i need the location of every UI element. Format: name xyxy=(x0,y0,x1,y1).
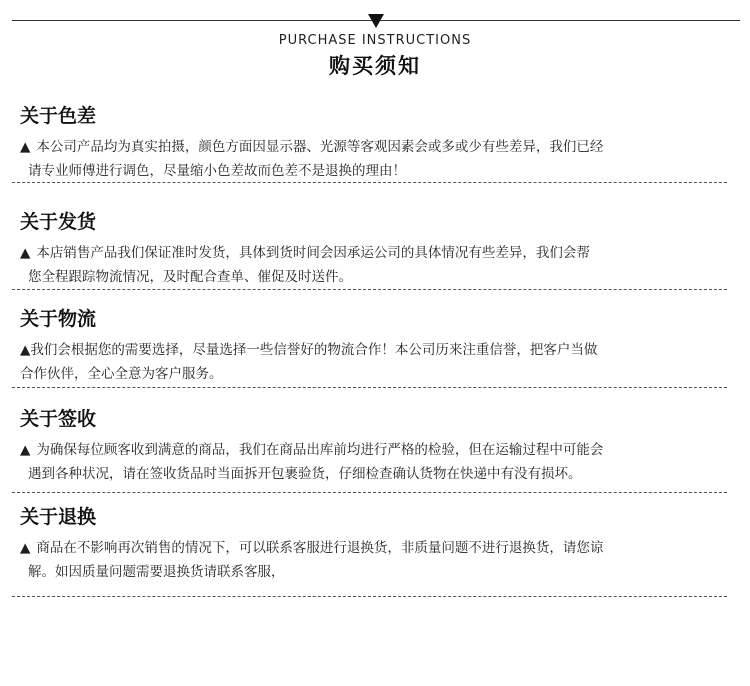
section-body xyxy=(20,338,730,386)
bullet-triangle-icon: ▲ xyxy=(20,540,31,556)
section-text: 本公司产品均为真实拍摄，颜色方面因显示器、光源等客观因素会或多或少有些差异，我们已经 xyxy=(36,139,604,155)
section-text: 为确保每位顾客收到满意的商品，我们在商品出库前均进行严格的检验，但在运输过程中可能会 xyxy=(36,442,604,458)
section-divider xyxy=(12,289,727,290)
header-title-en: PURCHASE INSTRUCTIONS xyxy=(278,33,472,48)
section-body-line-1 xyxy=(20,438,730,462)
section-text: 我们会根据您的需要选择，尽量选择一些信誉好的物流合作！本公司历来注重信誉，把客户当做 xyxy=(30,342,598,358)
section-divider xyxy=(12,596,727,597)
bullet-triangle-icon: ▲ xyxy=(20,442,31,458)
section-title: 关于退换 xyxy=(20,506,97,528)
section-body-line-1 xyxy=(20,241,730,265)
section-body xyxy=(20,438,730,486)
bullet-triangle-icon: ▲ xyxy=(20,342,31,358)
section-body-line-2: 遇到各种状况，请在签收货品时当面拆开包裹验货，仔细检查确认货物在快递中有没有损坏。 xyxy=(28,466,582,482)
section-text: 本店销售产品我们保证准时发货，具体到货时间会因承运公司的具体情况有些差异，我们会帮 xyxy=(36,245,590,261)
header-title-cn: 购买须知 xyxy=(329,54,421,78)
section-title: 关于物流 xyxy=(20,308,97,330)
section-body-line-2: 合作伙伴，全心全意为客户服务。 xyxy=(20,366,223,382)
section-body-line-2: 请专业师傅进行调色，尽量缩小色差故而色差不是退换的理由！ xyxy=(28,163,406,179)
section-body-line-2: 解。如因质量问题需要退换货请联系客服， xyxy=(28,564,285,580)
section-title: 关于签收 xyxy=(20,408,97,430)
section-body xyxy=(20,241,730,289)
section-divider xyxy=(12,387,727,388)
section-title: 关于色差 xyxy=(20,105,97,127)
section-logistics xyxy=(20,307,730,386)
section-title: 关于发货 xyxy=(20,211,97,233)
triangle-down-icon xyxy=(368,14,384,28)
bullet-triangle-icon: ▲ xyxy=(20,139,31,155)
section-color-difference xyxy=(20,104,730,183)
section-text: 商品在不影响再次销售的情况下，可以联系客服进行退换货，非质量问题不进行退换货，请您谅 xyxy=(36,540,604,556)
section-body xyxy=(20,135,730,183)
section-shipping xyxy=(20,210,730,289)
section-body-line-1 xyxy=(20,536,730,560)
section-divider xyxy=(12,492,727,493)
section-body-line-1 xyxy=(20,135,730,159)
section-body-line-1 xyxy=(20,338,730,362)
section-divider xyxy=(12,182,727,183)
section-delivery-receipt xyxy=(20,407,730,486)
bullet-triangle-icon: ▲ xyxy=(20,245,31,261)
section-body xyxy=(20,536,730,584)
section-returns-exchanges xyxy=(20,505,730,584)
section-body-line-2: 您全程跟踪物流情况，及时配合查单、催促及时送件。 xyxy=(28,269,352,285)
